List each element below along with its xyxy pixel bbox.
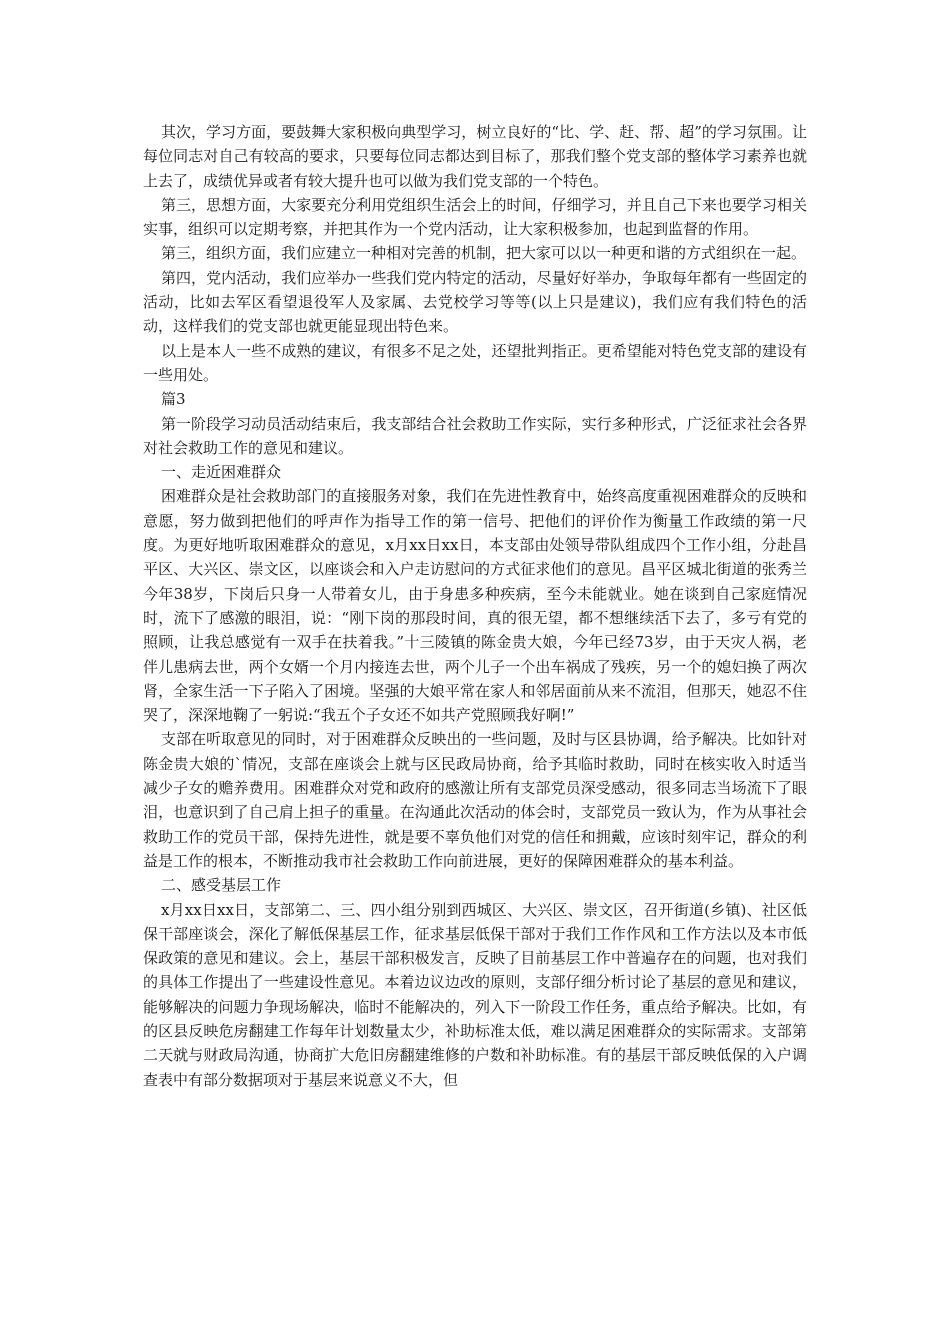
paragraph: 支部在听取意见的同时，对于困难群众反映出的一些问题，及时与区县协调，给予解决。比如针对陈金贵大娘的`情况，支部在座谈会上就与区民政局协商，给予其临时救助，同时在核实收入时适当减少子女的赡养费用。困难群众对党和政府的感激让所有支部党员深受感动，很多同志当场流下了眼泪，也意识到了自己肩上担子的重量。在沟通此次活动的体会时，支部党员一致认为，作为从事社会救助工作的党员干部，保持先进性，就是要不辜负他们对党的信任和拥戴，应该时刻牢记，群众的利益是工作的根本，不断推动我市社会救助工作向前进展，更好的保障困难群众的基本利益。 bbox=[143, 730, 807, 870]
section-heading: 一、走近困难群众 bbox=[161, 463, 282, 482]
section-label: 篇3 bbox=[161, 390, 186, 409]
paragraph: 困难群众是社会救助部门的直接服务对象，我们在先进性教育中，始终高度重视困难群众的反映和意愿，努力做到把他们的呼声作为指导工作的第一信号、把他们的评价作为衡量工作政绩的第一尺度。为更好地听取困难群众的意见，x月xx日xx日，本支部由处领导带队组成四个工作小组，分赴昌平区、大兴区、崇文区，以座谈会和入户走访慰问的方式征求他们的意见。昌平区城北街道的张秀兰今年38岁，下岗后只身一人带着女儿，由于身患多种疾病，至今未能就业。她在谈到自己家庭情况时，流下了感激的眼泪，说：“刚下岗的那段时间，真的很无望，都不想继续活下去了，多亏有党的照顾，让我总感觉有一双手在扶着我。”十三陵镇的陈金贵大娘，今年已经73岁，由于天灾人祸，老伴儿患病去世，两个女婿一个月内接连去世，两个儿子一个出车祸成了残疾，另一个的媳妇换了两次肾，全家生活一下子陷入了困境。坚强的大娘平常在家人和邻居面前从来不流泪，但那天，她忍不住哭了，深深地鞠了一躬说:“我五个子女还不如共产党照顾我好啊!” bbox=[143, 487, 807, 725]
paragraph: 其次，学习方面，要鼓舞大家积极向典型学习，树立良好的“比、学、赶、帮、超”的学习氛围。让每位同志对自己有较高的要求，只要每位同志都达到目标了，那我们整个党支部的整体学习素养也就上去了，成绩优异或者有较大提升也可以做为我们党支部的一个特色。 bbox=[143, 123, 807, 190]
paragraph: 以上是本人一些不成熟的建议，有很多不足之处，还望批判指正。更希望能对特色党支部的建设有一些用处。 bbox=[143, 341, 807, 384]
paragraph: 第四，党内活动，我们应举办一些我们党内特定的活动，尽量好好举办，争取每年都有一些固定的活动，比如去军区看望退役军人及家属、去党校学习等等(以上只是建议)，我们应有我们特色的活动，这样我们的党支部也就更能显现出特色来。 bbox=[143, 268, 807, 336]
paragraph: x月xx日xx日，支部第二、三、四小组分别到西城区、大兴区、崇文区，召开街道(乡镇)、社区低保干部座谈会，深化了解低保基层工作，征求基层低保干部对于我们工作作风和工作方法以及本市低保政策的意见和建议。会上，基层干部积极发言，反映了目前基层工作中普遍存在的问题，也对我们的具体工作提出了一些建设性意见。本着边议边改的原则，支部仔细分析讨论了基层的意见和建议，能够解决的问题力争现场解决，临时不能解决的，列入下一阶段工作任务，重点给予解决。比如，有的区县反映危房翻建工作每年计划数量太少，补助标准太低，难以满足困难群众的实际需求。支部第二天就与财政局沟通，协商扩大危旧房翻建维修的户数和补助标准。有的基层干部反映低保的入户调查表中有部分数据项对于基层来说意义不大，但 bbox=[143, 900, 807, 1089]
paragraph: 第一阶段学习动员活动结束后，我支部结合社会救助工作实际，实行多种形式，广泛征求社会各界对社会救助工作的意见和建议。 bbox=[143, 414, 807, 457]
document-body bbox=[143, 120, 807, 1092]
section-heading: 二、感受基层工作 bbox=[161, 876, 282, 895]
paragraph: 第三，思想方面，大家要充分利用党组织生活会上的时间，仔细学习，并且自己下来也要学习相关实事，组织可以定期考察，并把其作为一个党内活动，让大家积极参加，也起到监督的作用。 bbox=[143, 195, 807, 239]
paragraph: 第三，组织方面，我们应建立一种相对完善的机制，把大家可以以一种更和谐的方式组织在一起。 bbox=[161, 244, 807, 263]
